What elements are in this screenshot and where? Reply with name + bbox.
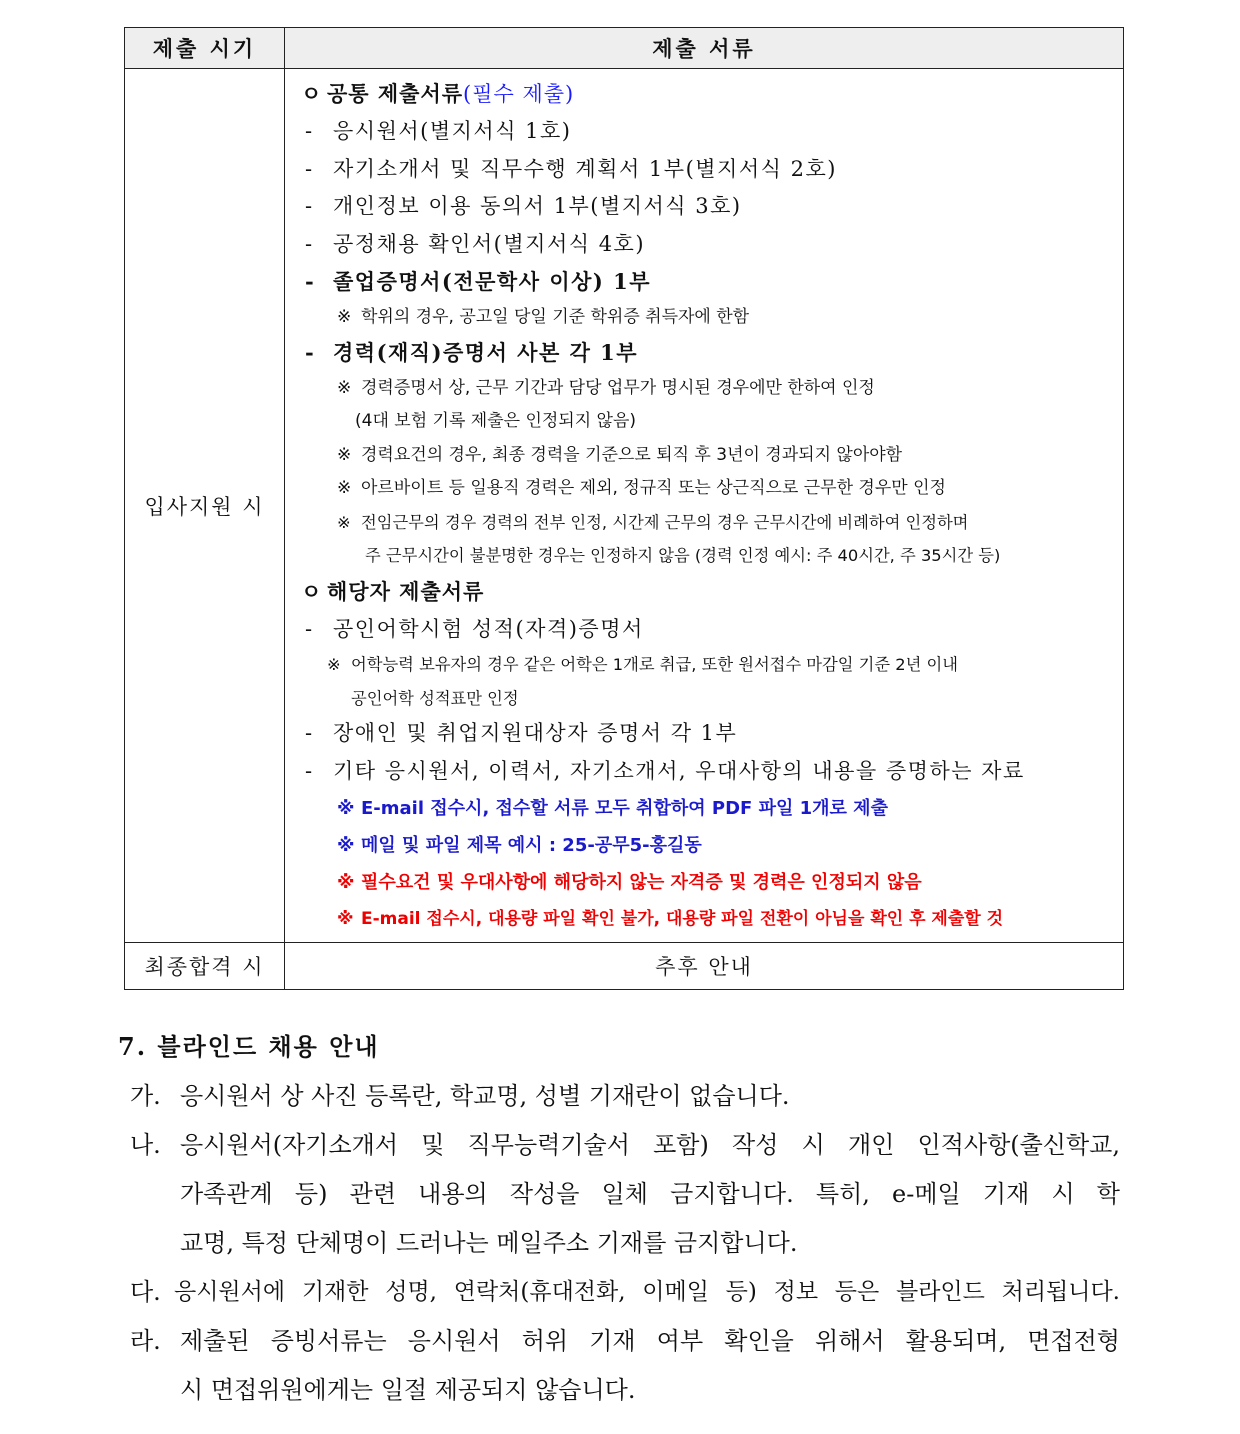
item-label: 다. (130, 1278, 161, 1306)
language-item: - 공인어학시험 성적(자격)증명서 (305, 616, 644, 641)
required-tag: (필수 제출) (463, 82, 575, 106)
common-section-title: 공통 제출서류 (327, 81, 464, 106)
career-item: - 경력(재직)증명서 사본 각 1부 (305, 340, 639, 365)
blind-item-ra (130, 1317, 1120, 1415)
graduation-item: - 졸업증명서(전문학사 이상) 1부 (305, 269, 652, 294)
list-item: - 자기소개서 및 직무수행 계획서 1부(별지서식 2호) (305, 156, 837, 181)
blind-item-na (130, 1121, 1120, 1268)
language-note-cont: 공인어학 성적표만 인정 (351, 688, 519, 708)
career-note-2: ※ 경력요건의 경우, 최종 경력을 기준으로 퇴직 후 3년이 경과되지 않아야함 (337, 444, 903, 465)
table-header-row (125, 28, 1124, 69)
requirement-warning: ※ 필수요건 및 우대사항에 해당하지 않는 자격증 및 경력은 인정되지 않음 (337, 872, 922, 893)
header-timing: 제출 시기 (125, 28, 285, 69)
item-label: 나. (130, 1131, 161, 1159)
email-pdf-notice: ※ E-mail 접수시, 접수할 서류 모두 취합하여 PDF 파일 1개로 제출 (337, 798, 888, 819)
submission-documents-table (124, 27, 1124, 990)
language-note: ※ 어학능력 보유자의 경우 같은 어학은 1개로 취급, 또한 원서접수 마감일 기준 2년 이내 (327, 655, 959, 674)
career-note-1: ※ 경력증명서 상, 근무 기간과 담당 업무가 명시된 경우에만 한하여 인정 (337, 377, 875, 398)
item-text: 응시원서 상 사진 등록란, 학교명, 성별 기재란이 없습니다. (180, 1082, 790, 1110)
graduation-note: ※ 학위의 경우, 공고일 당일 기준 학위증 취득자에 한함 (337, 306, 750, 327)
list-item: - 개인정보 이용 동의서 1부(별지서식 3호) (305, 194, 742, 218)
item-text-line-2: 시 면접위원에게는 일절 제공되지 않습니다. (180, 1376, 636, 1404)
list-item: - 공정채용 확인서(별지서식 4호) (305, 231, 646, 256)
blind-item-da (130, 1268, 1120, 1317)
documents-application (285, 69, 1124, 943)
career-note-1-cont: (4대 보험 기록 제출은 인정되지 않음) (355, 411, 637, 431)
career-note-3: ※ 아르바이트 등 일용직 경력은 제외, 정규직 또는 상근직으로 근무한 경우만 인정 (337, 478, 946, 498)
timing-final: 최종합격 시 (125, 943, 285, 990)
header-documents: 제출 서류 (285, 28, 1124, 69)
section-bullet: ㅇ (301, 81, 323, 106)
section-bullet: ㅇ (301, 578, 323, 604)
table-row-application (125, 69, 1124, 943)
relevant-section-title: 해당자 제출서류 (327, 578, 485, 604)
item-text-line-1: 제출된 증빙서류는 응시원서 허위 기재 여부 확인을 위해서 활용되며, 면접전형 (180, 1327, 1120, 1355)
career-note-4: ※ 전임근무의 경우 경력의 전부 인정, 시간제 근무의 경우 근무시간에 비례하여 인정하며 (337, 512, 969, 532)
documents-final: 추후 안내 (285, 943, 1124, 990)
timing-application: 입사지원 시 (125, 69, 285, 943)
list-item: - 응시원서(별지서식 1호) (305, 119, 572, 143)
item-label: 가. (130, 1082, 161, 1110)
disability-item: - 장애인 및 취업지원대상자 증명서 각 1부 (305, 721, 738, 745)
table-row-final (125, 943, 1124, 990)
item-label: 라. (130, 1327, 161, 1355)
common-section-heading (297, 75, 1115, 113)
relevant-section-heading (297, 573, 1115, 611)
item-text-line-3: 교명, 특정 단체명이 드러나는 메일주소 기재를 금지합니다. (180, 1229, 798, 1257)
item-text-line-1: 응시원서(자기소개서 및 직무능력기술서 포함) 작성 시 개인 인적사항(출신학교, (180, 1131, 1120, 1159)
large-file-warning: ※ E-mail 접수시, 대용량 파일 확인 불가, 대용량 파일 전환이 아님을 확인 후 제출할 것 (337, 909, 1004, 929)
item-text-line-2: 가족관계 등) 관련 내용의 작성을 일체 금지합니다. 특히, e-메일 기재 시 학 (180, 1180, 1120, 1208)
email-title-example: ※ 메일 및 파일 제목 예시 : 25-공무5-홍길동 (337, 835, 702, 856)
item-text: 응시원서에 기재한 성명, 연락처(휴대전화, 이메일 등) 정보 등은 블라인드 처리됩니다. (174, 1279, 1120, 1305)
other-item: - 기타 응시원서, 이력서, 자기소개서, 우대사항의 내용을 증명하는 자료 (305, 758, 1025, 783)
blind-item-ga (130, 1072, 1120, 1121)
section-7-title: 7. 블라인드 채용 안내 (118, 1032, 380, 1061)
career-note-4-cont: 주 근무시간이 불분명한 경우는 인정하지 않음 (경력 인정 예시: 주 40시간, 주 35시간 등) (365, 546, 1001, 565)
